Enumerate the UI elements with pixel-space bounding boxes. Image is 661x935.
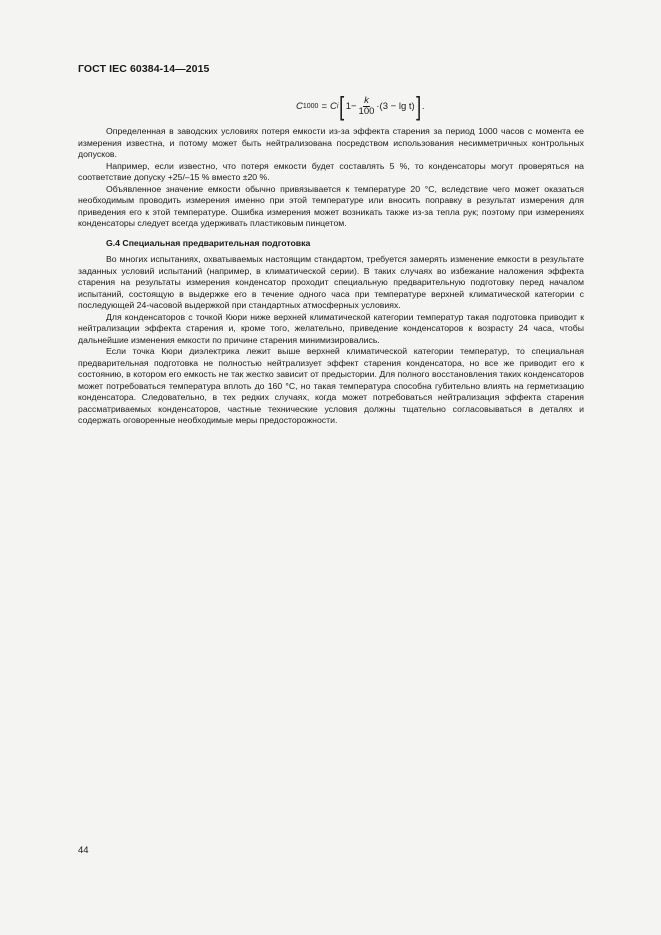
formula-rhs-sub: i <box>336 102 339 110</box>
formula-lhs-sub: 1000 <box>302 102 319 110</box>
formula-one-minus: 1− <box>345 100 357 112</box>
formula-rhs-symbol: C <box>330 100 337 112</box>
formula-end: . <box>421 100 425 112</box>
paragraph-4: Во многих испытаниях, охватываемых настоящим стандартом, требуется замерять изменение емкости в результате заданных условий испытаний (например, в климатической серии). В таких случаях во избежание наложения эффекта старения на результаты измерения конденсатор проходит специальную предварительную подготовку перед началом испытаний, состоящую в выдержке его в течение одного часа при температуре верхней климатической категории с последующей 24-часовой выдержкой при стандартных атмосферных условиях. <box>78 254 584 310</box>
document-header: ГОСТ IEC 60384-14—2015 <box>78 63 210 75</box>
paragraph-3: Объявленное значение емкости обычно привязывается к температуре 20 °С, вследствие чего может оказаться необходимым проводить измерения именно при этой температуре или вносить поправку в результат измерения для приведения его к этой температуре. Ошибка измерения может возникать также из-за тепла рук; поэтому при измерениях конденсаторы следует всегда удерживать пластиковым пинцетом. <box>78 183 584 228</box>
formula-left-bracket: [ <box>339 91 345 121</box>
aging-formula <box>296 93 425 119</box>
formula-frac-numerator: k <box>364 94 369 106</box>
paragraph-6: Если точка Кюри диэлектрика лежит выше верхней климатической категории температур, то специальная предварительная подготовка не полностью нейтрализует эффект старения конденсатора, но все же приводит его к состоянию, в котором его емкость не так жестко зависит от предыстории. Для полного восстановления таких конденсаторов может потребоваться температура вплоть до 160 °С, но такая температура способна губительно влиять на герметизацию конденсатора. Следовательно, в тех редких случаях, когда может потребоваться нейтрализация эффекта старения рассматриваемых конденсаторов, частные технические условия должны тщательно согласовываться в деталях и содержать оговоренные необходимые меры предосторожности. <box>78 346 584 425</box>
section-title: G.4 Специальная предварительная подготовка <box>106 237 311 248</box>
formula-equals: = <box>321 100 328 112</box>
formula-fraction <box>359 96 375 117</box>
formula-tail: ·(3 − lg t) <box>376 100 415 112</box>
formula-frac-denominator: 100 <box>358 105 375 117</box>
page-number: 44 <box>78 845 89 856</box>
paragraph-5: Для конденсаторов с точкой Кюри ниже верхней климатической категории температур такая подготовка приводит к нейтрализации эффекта старения и, кроме того, желательно, приведение конденсаторов к возрасту 24 часа, чтобы дальнейшие изменения емкости по причине старения минимизировались. <box>78 311 584 345</box>
formula-right-bracket: ] <box>415 91 421 121</box>
body-text <box>78 126 584 427</box>
paragraph-1: Определенная в заводских условиях потеря емкости из-за эффекта старения за период 1000 часов с момента ее измерения известна, и потому может быть нейтрализована посредством использования несимметричных контрольных допусков. <box>78 126 584 159</box>
paragraph-2: Например, если известно, что потеря емкости будет составлять 5 %, то конденсаторы могут проверяться на соответствие допуску +25/–15 % вместо ±20 %. <box>78 160 584 182</box>
formula-lhs-symbol: C <box>296 100 303 112</box>
